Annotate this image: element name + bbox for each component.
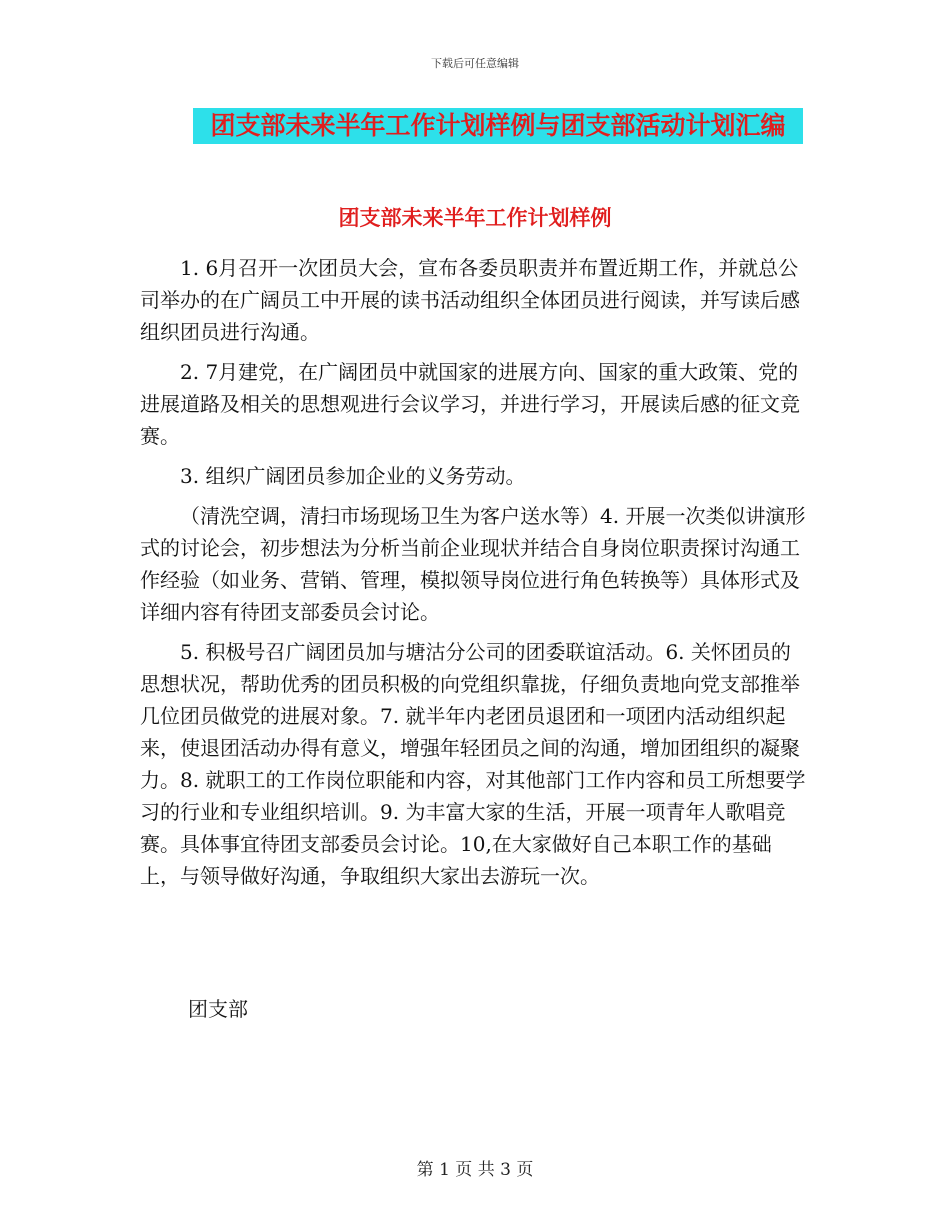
paragraph-item-1: 1. 6月召开一次团员大会，宣布各委员职责并布置近期工作，并就总公司举办的在广阔员工中开展的读书活动组织全体团员进行阅读，并写读后感组织团员进行沟通。 [140,256,800,344]
section-title: 团支部未来半年工作计划样例 [338,206,612,230]
document-main-title: 团支部未来半年工作计划样例与团支部活动计划汇编 [193,108,803,144]
paragraph-item-5: 5. 积极号召广阔团员加与塘沽分公司的团委联谊活动。6. 关怀团员的思想状况，帮助优秀的团员积极的向党组织靠拢，仔细负责地向党支部推举几位团员做党的进展对象。7. 就半年内老团员退团和一项团内活动组织起来，使退团活动办得有意义，增强年轻团员之间的沟通，增加团组织的凝聚力。8. 就职工的工作岗位职能和内容，对其他部门工作内容和员工所想要学习的行业和专业组织培训。9. 为丰富大家的生活，开展一项青年人歌唱竞赛。具体事宜待团支部委员会讨论。10,在大家做好自己本职工作的基础上，与领导做好沟通，争取组织大家出去游玩一次。 [140,640,806,888]
document-body [140,252,810,900]
paragraph-item-2: 2. 7月建党，在广阔团员中就国家的进展方向、国家的重大政策、党的进展道路及相关的思想观进行会议学习，并进行学习，开展读后感的征文竞赛。 [140,360,800,448]
header-note: 下载后可任意编辑 [431,57,519,70]
page-number-footer: 第 1 页 共 3 页 [416,1160,534,1180]
paragraph-item-4: （清洗空调，清扫市场现场卫生为客户送水等）4. 开展一次类似讲演形式的讨论会，初步想法为分析当前企业现状并结合自身岗位职责探讨沟通工作经验（如业务、营销、管理，模拟领导岗位进行角色转换等）具体形式及详细内容有待团支部委员会讨论。 [140,504,806,624]
signature: 团支部 [188,997,248,1021]
paragraph-item-3: 3. 组织广阔团员参加企业的义务劳动。 [180,464,526,488]
